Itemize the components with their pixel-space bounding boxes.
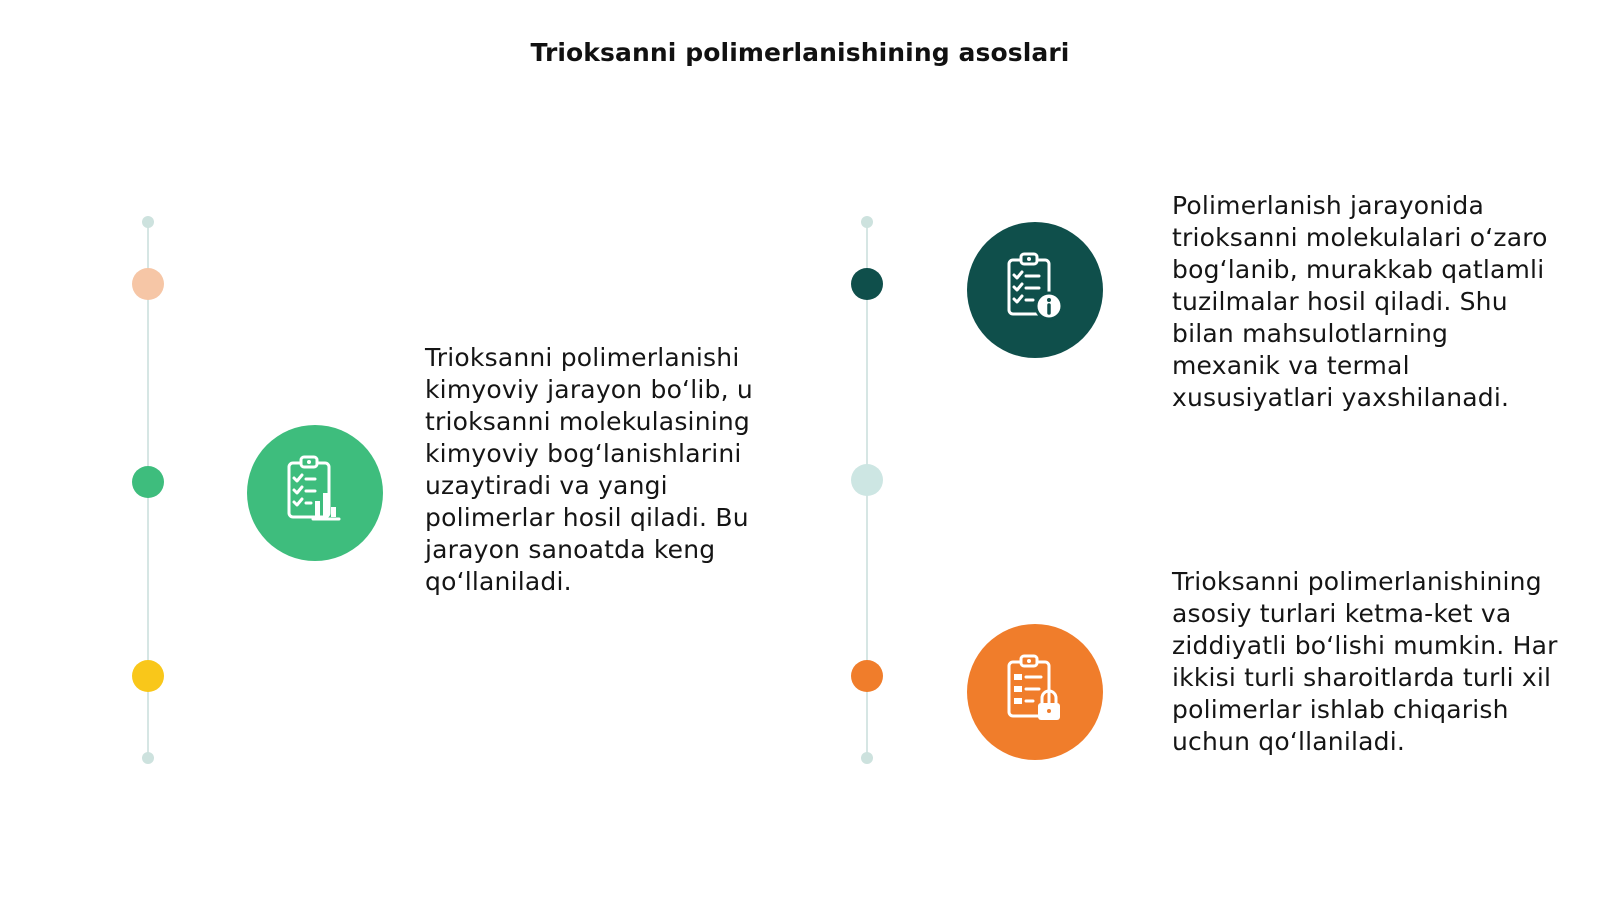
clipboard-lock-icon (967, 624, 1103, 760)
timeline-dot-green (132, 466, 164, 498)
clipboard-info-icon (967, 222, 1103, 358)
timeline-start-cap (861, 216, 873, 228)
timeline-end-cap (861, 752, 873, 764)
timeline-dot-yellow (132, 660, 164, 692)
right-timeline (857, 216, 877, 764)
timeline-dot-orange (851, 660, 883, 692)
item-1-description: Trioksanni polimerlanishi kimyoviy jarayon bo‘lib, u trioksanni molekulasining kimyoviy bog‘lanishlarini uzaytiradi va yangi polimerlar hosil qiladi. Bu jarayon sanoatda keng qo‘llaniladi. (425, 343, 753, 596)
item-3-description: Trioksanni polimerlanishining asosiy turlari ketma-ket va ziddiyatli bo‘lishi mumkin. Har ikkisi turli sharoitlarda turli xil polimerlar ishlab chiqarish uchun qo‘llaniladi. (1172, 567, 1558, 756)
timeline-start-cap (142, 216, 154, 228)
item-2-description: Polimerlanish jarayonida trioksanni molekulalari o‘zaro bog‘lanib, murakkab qatlamli tuzilmalar hosil qiladi. Shu bilan mahsulotlarning mexanik va termal xususiyatlari yaxshilanadi. (1172, 191, 1548, 412)
timeline-dot-peach (132, 268, 164, 300)
timeline-dot-light-teal (851, 464, 883, 496)
timeline-dot-dark-teal (851, 268, 883, 300)
left-timeline (138, 216, 158, 764)
clipboard-chart-icon (247, 425, 383, 561)
slide-title: Trioksanni polimerlanishining asoslari (530, 38, 1070, 67)
timeline-end-cap (142, 752, 154, 764)
